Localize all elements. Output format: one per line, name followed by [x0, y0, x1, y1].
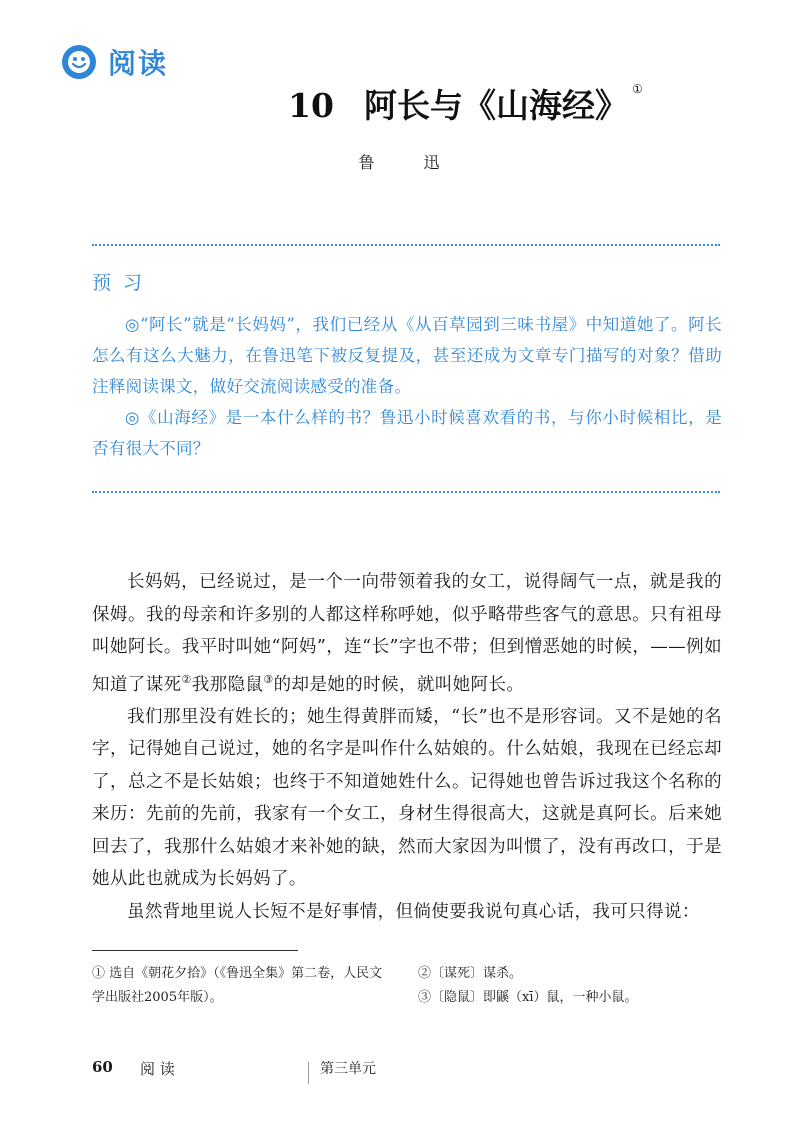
preview-bottom-divider — [92, 491, 720, 493]
preview-top-divider — [92, 244, 720, 246]
unit-label: 第三单元 — [320, 1061, 376, 1077]
title-footnote-mark[interactable]: ① — [631, 82, 643, 96]
body-p1-part-a: 长妈妈，已经说过，是一个一向带领着我的女工，说得阔气一点，就是我的保姆。我的母亲和许多别的人都这样称呼她，似乎略带些客气的意思。只有祖母叫她阿长。我平时叫她“阿妈”，连“长”字也不带；但到憎恶她的时候，——例如知道了谋死 — [92, 572, 722, 695]
page-number: 60 — [92, 1058, 113, 1076]
footnote-ref-2[interactable]: ② — [181, 672, 192, 686]
lesson-number: 10 — [288, 86, 334, 125]
footnote-3: ③〔隐鼠〕即鼷（xī）鼠，一种小鼠。 — [418, 990, 638, 1005]
section-label: 阅 读 — [140, 1060, 175, 1078]
footnote-ref-3[interactable]: ③ — [263, 672, 274, 686]
footnote-rule — [92, 950, 298, 951]
folio-separator — [308, 1062, 309, 1084]
lesson-title — [288, 80, 643, 127]
footnote-2: ②〔谋死〕谋杀。 — [418, 966, 523, 981]
main-text — [92, 566, 722, 928]
preview-heading: 预习 — [92, 272, 155, 294]
preview-paragraph-1: ◎“阿长”就是“长妈妈”，我们已经从《从百草园到三味书屋》中知道她了。阿长怎么有这么大魅力，在鲁迅笔下被反复提及，甚至还成为文章专门描写的对象？借助注释阅读课文，做好交流阅读感受的准备。 — [92, 315, 722, 396]
preview-paragraph-2: ◎《山海经》是一本什么样的书？鲁迅小时候喜欢看的书，与你小时候相比，是否有很大不同？ — [92, 408, 722, 458]
lesson-title-text: 阿长与《山海经》 — [363, 86, 628, 125]
author-name: 鲁 迅 — [358, 153, 462, 172]
reading-badge — [62, 42, 168, 82]
preview-box — [92, 268, 722, 464]
body-paragraph-1 — [92, 566, 722, 701]
body-p1-part-c: 的却是她的时候，就叫她阿长。 — [273, 674, 525, 695]
footnote-group — [418, 962, 718, 1010]
footnote-1: ① 选自《朝花夕拾》（《鲁迅全集》第二卷，人民文学出版社2005年版）。 — [92, 966, 383, 1005]
badge-label: 阅读 — [108, 47, 169, 80]
smiley-icon — [62, 45, 96, 79]
body-paragraph-3: 虽然背地里说人长短不是好事情，但倘使要我说句真心话，我可只得说： — [127, 901, 700, 922]
body-p1-part-b: 我那隐鼠 — [191, 674, 264, 695]
body-paragraph-2: 我们那里没有姓长的；她生得黄胖而矮，“长”也不是形容词。又不是她的名字，记得她自己说过，她的名字是叫作什么姑娘的。什么姑娘，我现在已经忘却了，总之不是长姑娘；也终于不知道她姓什么。记得她也曾告诉过我这个名称的来历：先前的先前，我家有一个女工，身材生得很高大，这就是真阿长。后来她回去了，我那什么姑娘才来补她的缺，然而大家因为叫惯了，没有再改口，于是她从此也就成为长妈妈了。 — [92, 706, 722, 890]
